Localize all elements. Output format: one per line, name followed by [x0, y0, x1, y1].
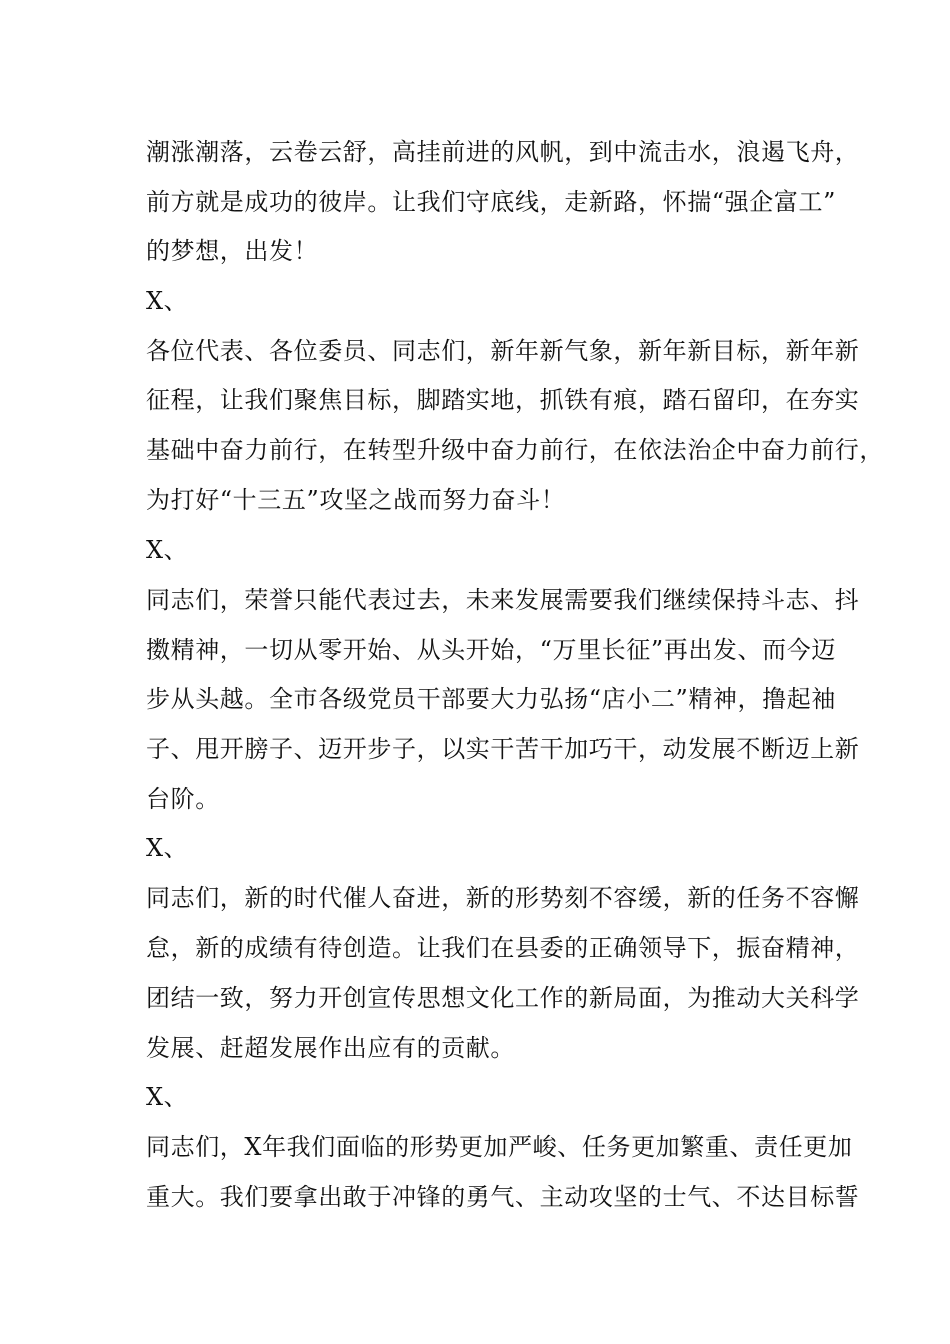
text-line: 同志们，X年我们面临的形势更加严峻、任务更加繁重、责任更加: [146, 1133, 853, 1161]
text-line: 同志们，新的时代催人奋进，新的形势刻不容缓，新的任务不容懈: [146, 884, 860, 912]
text-line: 前方就是成功的彼岸。让我们守底线，走新路，怀揣“强企富工”: [146, 188, 836, 216]
text-line: 擞精神，一切从零开始、从头开始，“万里长征”再出发、而今迈: [146, 636, 836, 664]
section-marker: X、: [146, 834, 189, 862]
text-line: 的梦想，出发！: [146, 237, 319, 265]
text-line: 征程，让我们聚焦目标，脚踏实地，抓铁有痕，踏石留印，在夯实: [146, 386, 860, 414]
text-line: 发展、赶超发展作出应有的贡献。: [146, 1034, 515, 1062]
text-line: 重大。我们要拿出敢于冲锋的勇气、主动攻坚的士气、不达目标誓: [146, 1183, 860, 1211]
section-marker: X、: [146, 536, 189, 564]
text-line: 子、甩开膀子、迈开步子，以实干苦干加巧干，动发展不断迈上新: [146, 735, 860, 763]
text-line: 同志们，荣誉只能代表过去，未来发展需要我们继续保持斗志、抖: [146, 586, 860, 614]
text-line: 潮涨潮落，云卷云舒，高挂前进的风帆，到中流击水，浪遏飞舟，: [146, 138, 860, 166]
text-line: 步从头越。全市各级党员干部要大力弘扬“店小二”精神，撸起袖: [146, 685, 836, 713]
text-line: 怠，新的成绩有待创造。让我们在县委的正确领导下，振奋精神，: [146, 934, 860, 962]
text-line: 基础中奋力前行，在转型升级中奋力前行，在依法治企中奋力前行，: [146, 436, 884, 464]
text-line: 台阶。: [146, 785, 220, 813]
section-marker: X、: [146, 1083, 189, 1111]
section-marker: X、: [146, 287, 189, 315]
text-line: 团结一致，努力开创宣传思想文化工作的新局面，为推动大关科学: [146, 984, 860, 1012]
text-line: 各位代表、各位委员、同志们，新年新气象，新年新目标，新年新: [146, 337, 860, 365]
text-line: 为打好“十三五”攻坚之战而努力奋斗！: [146, 486, 566, 514]
